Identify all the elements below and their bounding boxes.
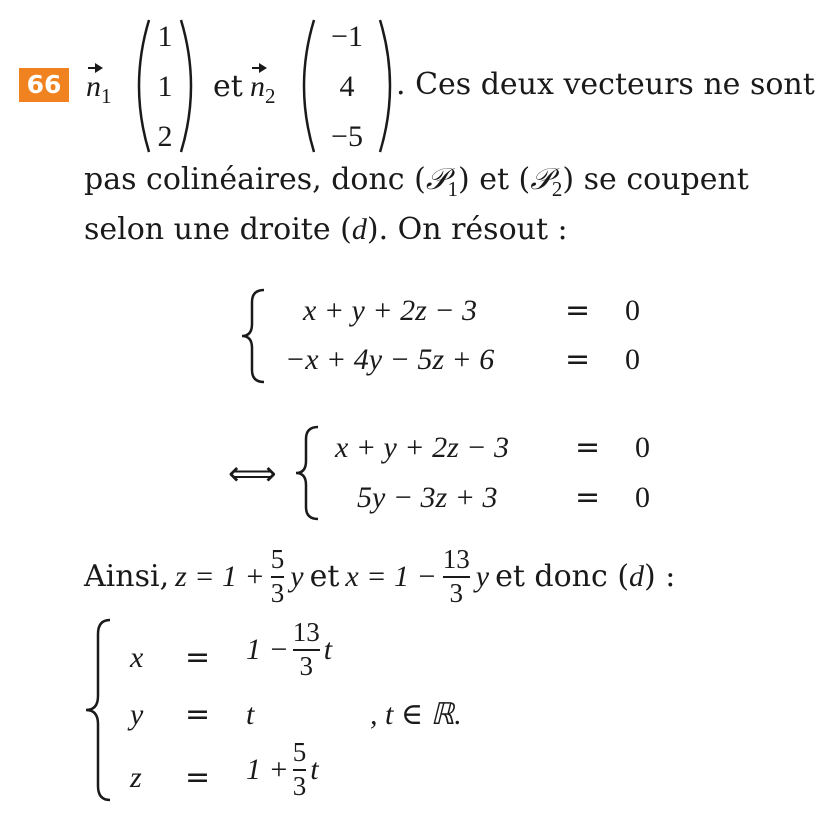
n2-z: −5 [331,120,363,153]
vector-arrow-icon: n [250,70,265,103]
normal-vector-n2: $n_2$ [250,70,276,108]
plane-p2: 𝒫 [530,163,552,196]
system-1-row-2-lhs: −x + 4y − 5z + 6 [285,343,495,376]
fraction-5-3: $\frac{5}{3}$ [270,544,285,608]
n2-y: 4 [339,70,355,103]
param-row-2-eq: = [185,697,211,732]
system-1-brace [238,288,268,384]
normal-vector-n1: $n_1$ [86,70,112,108]
system-2-row-2-lhs: 5y − 3z + 3 [357,481,498,514]
fraction-13-3: $\frac{13}{3}$ [292,617,320,681]
param-domain: , t ∈ ℝ. [370,698,462,731]
param-row-3-expr: 1 + $\frac{5}{3}$ t [246,737,319,801]
plane-p1: 𝒫 [425,163,448,196]
n2-x: −1 [331,20,363,53]
system-1-row-1-rhs: 0 [625,294,640,327]
n1-coordinates [150,22,180,152]
n1-z: 2 [157,120,173,153]
param-row-1-var: x [130,641,144,674]
n2-coordinates [318,22,376,152]
system-1-row-1-lhs: x + y + 2z − 3 [303,294,478,327]
system-2-row-1-rhs: 0 [635,431,650,464]
param-row-1-expr: 1 − $\frac{13}{3}$ t [246,617,333,681]
system-2-row-2-eq: = [575,480,601,515]
param-system-brace [82,618,114,802]
n1-x: 1 [157,20,173,53]
text-line-2: pas colinéaires, donc (𝒫$_1$) et (𝒫$_2$) se coupent [84,162,749,201]
param-row-2-var: y [130,698,144,731]
fraction-13-3: $\frac{13}{3}$ [442,544,470,608]
param-row-2-expr: t [246,698,255,731]
conclusion-line: Ainsi, z = 1 + $\frac{5}{3}$ y et x = 1 − $\frac{13}{3}$ y et donc (d) : [84,544,676,608]
system-1-row-2-eq: = [565,342,591,377]
vector-arrow-icon: n [86,70,101,103]
equivalence-arrow-icon: ⟺ [228,454,277,494]
param-row-3-var: z [130,761,142,794]
text-line-1: . Ces deux vecteurs ne sont [396,67,815,102]
system-2-brace [292,425,322,521]
n1-y: 1 [157,70,173,103]
system-2-row-2-rhs: 0 [635,481,650,514]
fraction-5-3: $\frac{5}{3}$ [292,737,307,801]
text-line-3: selon une droite (d). On résout : [84,212,568,247]
et-connector: et [213,69,243,104]
exercise-number-badge: 66 [19,68,69,102]
param-row-3-eq: = [185,760,211,795]
system-1-row-1-eq: = [565,293,591,328]
system-2-row-1-eq: = [575,430,601,465]
system-2-row-1-lhs: x + y + 2z − 3 [335,431,510,464]
param-row-1-eq: = [185,640,211,675]
system-1-row-2-rhs: 0 [625,343,640,376]
